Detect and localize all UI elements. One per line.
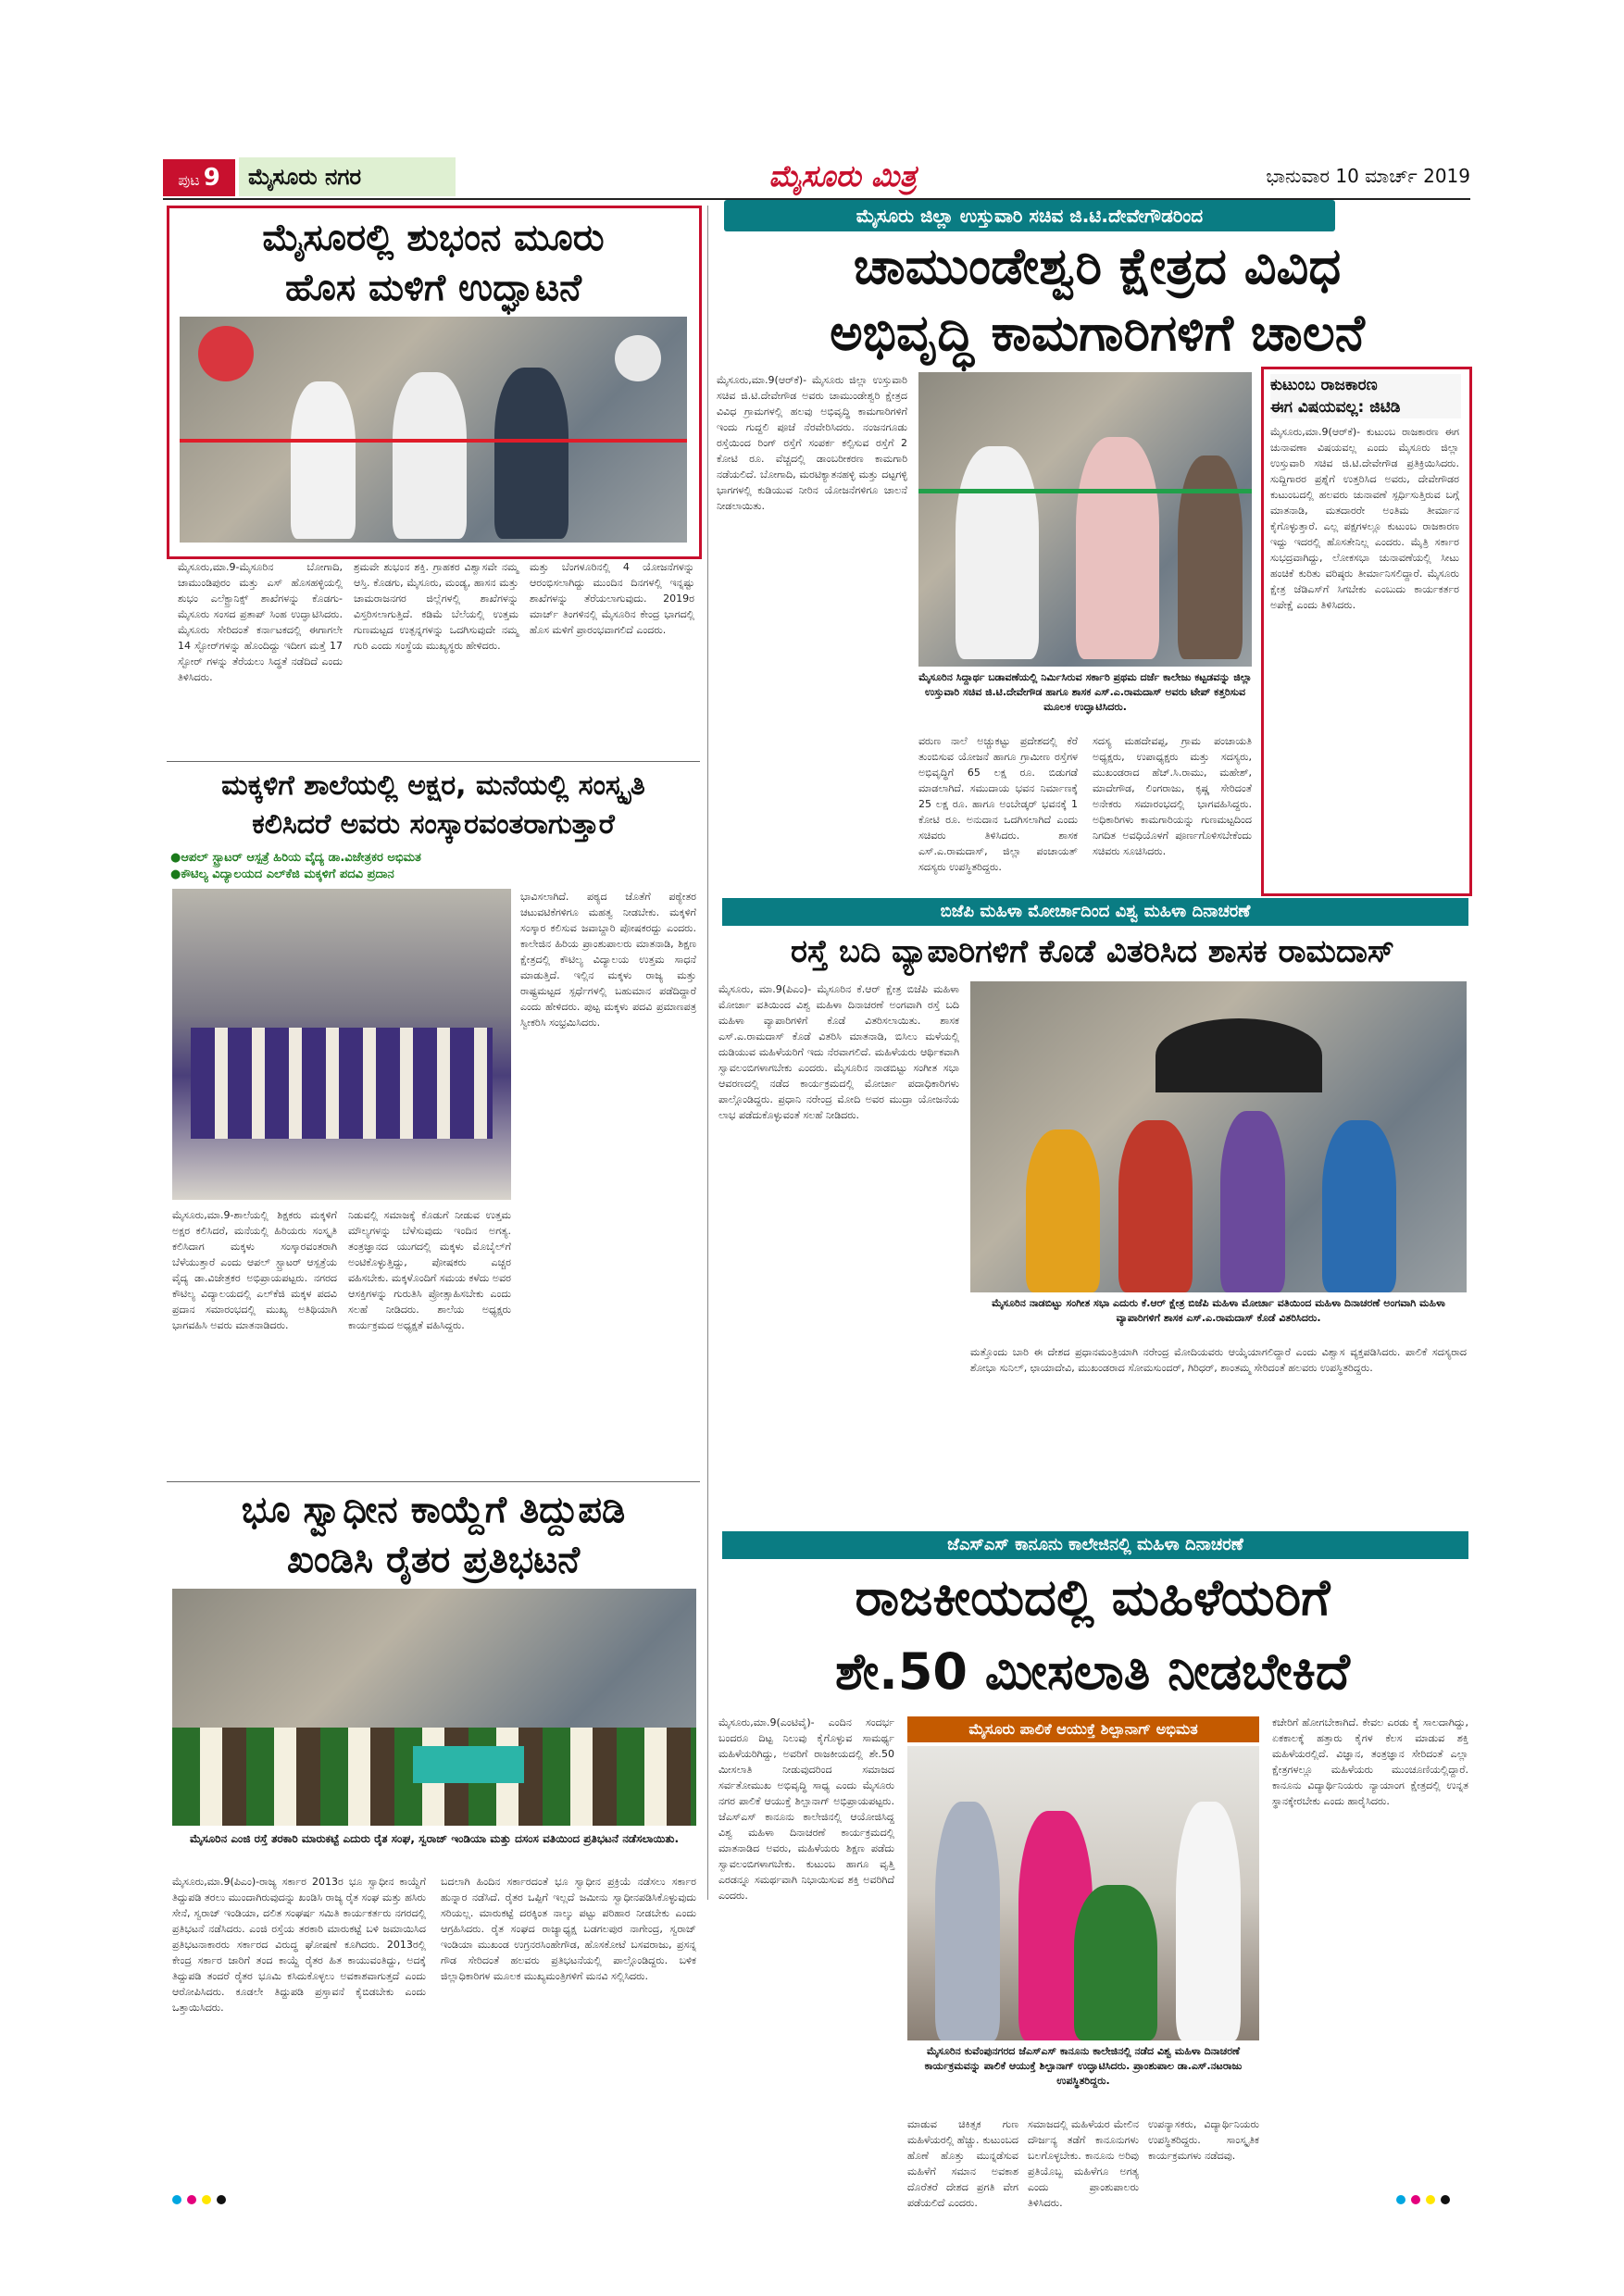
story4-headline: ರಸ್ತೆ ಬದಿ ವ್ಯಾಪಾರಿಗಳಿಗೆ ಕೊಡೆ ವಿತರಿಸಿದ ಶಾಸಕ ರಾಮದಾಸ್	[791, 933, 1394, 970]
story3-col-right: ಭಾವಿಸಲಾಗಿದೆ. ಪಠ್ಯದ ಜೊತೆಗೆ ಪಠ್ಯೇತರ ಚಟುವಟಿಕೆಗಳಿಗೂ ಮಹತ್ವ ನೀಡಬೇಕು. ಮಕ್ಕಳಿಗೆ ಸಂಸ್ಕಾರ ಕಲಿಸುವ ಜವಾಬ್ದಾರಿ ಪೋಷಕರದ್ದು ಎಂದರು. ಕಾಲೇಜಿನ ಹಿರಿಯ ಪ್ರಾಂಶುಪಾಲರು ಮಾತನಾಡಿ, ಶಿಕ್ಷಣ ಕ್ಷೇತ್ರದಲ್ಲಿ ಕೌಟಿಲ್ಯ ವಿದ್ಯಾಲಯ ಉತ್ತಮ ಸಾಧನೆ ಮಾಡುತ್ತಿದೆ. ಇಲ್ಲಿನ ಮಕ್ಕಳು ರಾಜ್ಯ ಮತ್ತು ರಾಷ್ಟ್ರಮಟ್ಟದ ಸ್ಪರ್ಧೆಗಳಲ್ಲಿ ಬಹುಮಾನ ಪಡೆದಿದ್ದಾರೆ ಎಂದು ಹೇಳಿದರು. ಪುಟ್ಟ ಮಕ್ಕಳು ಪದವಿ ಪ್ರಮಾಣಪತ್ರ ಸ್ವೀಕರಿಸಿ ಸಂಭ್ರಮಿಸಿದರು.	[520, 891, 696, 1029]
balloon-icon	[198, 326, 254, 381]
page-number: 9	[203, 164, 220, 192]
reg-dot	[1411, 2195, 1420, 2204]
story6-caption: ಮೈಸೂರಿನ ಕುವೆಂಪುನಗರದ ಜೆಎಸ್‌ಎಸ್ ಕಾನೂನು ಕಾಲೇಜಿನಲ್ಲಿ ನಡೆದ ವಿಶ್ವ ಮಹಿಳಾ ದಿನಾಚರಣೆ ಕಾರ್ಯಕ್ರಮವನ್ನು ಪಾಲಿಕೆ ಆಯುಕ್ತೆ ಶಿಲ್ಪಾನಾಗ್ ಉದ್ಘಾಟಿಸಿದರು. ಪ್ರಾಂಶುಪಾಲ ಡಾ.ಎಸ್.ನಟರಾಜು ಉಪಸ್ಥಿತರಿದ್ದರು.	[924, 2045, 1243, 2087]
person-figure	[1322, 1120, 1396, 1292]
person-figure	[1074, 1885, 1157, 2040]
story2-col-left: ಮೈಸೂರು,ಮಾ.9(ಆರ್‌ಕೆ)- ಮೈಸೂರು ಜಿಲ್ಲಾ ಉಸ್ತುವಾರಿ ಸಚಿವ ಜಿ.ಟಿ.ದೇವೇಗೌಡ ಅವರು ಚಾಮುಂಡೇಶ್ವರಿ ಕ್ಷೇತ್ರದ ವಿವಿಧ ಗ್ರಾಮಗಳಲ್ಲಿ ಹಲವು ಅಭಿವೃದ್ಧಿ ಕಾಮಗಾರಿಗಳಿಗೆ ಇಂದು ಗುದ್ದಲಿ ಪೂಜೆ ನೆರವೇರಿಸಿದರು. ನಂಜನಗೂಡು ರಸ್ತೆಯಿಂದ ರಿಂಗ್ ರಸ್ತೆಗೆ ಸಂಪರ್ಕ ಕಲ್ಪಿಸುವ ರಸ್ತೆಗೆ 2 ಕೋಟಿ ರೂ. ವೆಚ್ಚದಲ್ಲಿ ಡಾಂಬರೀಕರಣ ಕಾಮಗಾರಿ ನಡೆಯಲಿದೆ. ಬೋಗಾದಿ, ಮರಟಿಕ್ಯಾತನಹಳ್ಳಿ ಮತ್ತು ದಟ್ಟಗಳ್ಳಿ ಭಾಗಗಳಲ್ಲಿ ಕುಡಿಯುವ ನೀರಿನ ಯೋಜನೆಗಳಿಗೂ ಚಾಲನೆ ನೀಡಲಾಯಿತು.	[717, 374, 907, 512]
story4-col-right: ಮತ್ತೊಂದು ಬಾರಿ ಈ ದೇಶದ ಪ್ರಧಾನಮಂತ್ರಿಯಾಗಿ ನರೇಂದ್ರ ಮೋದಿಯವರು ಆಯ್ಕೆಯಾಗಲಿದ್ದಾರೆ ಎಂದು ವಿಶ್ವಾಸ ವ್ಯಕ್ತಪಡಿಸಿದರು. ಪಾಲಿಕೆ ಸದಸ್ಯರಾದ ಶೋಭಾ ಸುನಿಲ್, ಛಾಯಾದೇವಿ, ಮುಖಂಡರಾದ ಸೋಮಸುಂದರ್, ಗಿರಿಧರ್, ಶಾಂತಮ್ಮ ಸೇರಿದಂತೆ ಹಲವರು ಉಪಸ್ಥಿತರಿದ್ದರು.	[970, 1346, 1467, 1374]
divider	[167, 1481, 700, 1482]
person-figure	[956, 446, 1039, 659]
story3-bullets	[170, 850, 689, 883]
divider	[167, 761, 700, 762]
story5-photo	[172, 1589, 696, 1826]
registration-marks-left	[172, 2190, 231, 2202]
person-figure	[291, 381, 356, 539]
story6-col-b2: ಸಮಾಜದಲ್ಲಿ ಮಹಿಳೆಯರ ಮೇಲಿನ ದೌರ್ಜನ್ಯ ತಡೆಗೆ ಕಾನೂನುಗಳು ಬಲಗೊಳ್ಳಬೇಕು. ಕಾನೂನು ಅರಿವು ಪ್ರತಿಯೊಬ್ಬ ಮಹಿಳೆಗೂ ಅಗತ್ಯ ಎಂದು ಪ್ರಾಂಶುಪಾಲರು ತಿಳಿಸಿದರು.	[1028, 2118, 1139, 2209]
reg-dot	[217, 2195, 226, 2204]
story6-headline	[713, 1561, 1472, 1709]
story2-photo	[918, 372, 1252, 667]
story3-col-bl: ಮೈಸೂರು,ಮಾ.9-ಶಾಲೆಯಲ್ಲಿ ಶಿಕ್ಷಕರು ಮಕ್ಕಳಿಗೆ ಅಕ್ಷರ ಕಲಿಸಿದರೆ, ಮನೆಯಲ್ಲಿ ಹಿರಿಯರು ಸಂಸ್ಕೃತಿ ಕಲಿಸಿದಾಗ ಮಕ್ಕಳು ಸಂಸ್ಕಾರವಂತರಾಗಿ ಬೆಳೆಯುತ್ತಾರೆ ಎಂದು ಆಪಲ್ ಸ್ಟ್ರಾಟರ್ ಆಸ್ಪತ್ರೆಯ ವೈದ್ಯ ಡಾ.ವಿಜೇತ್ರಕರ ಅಭಿಪ್ರಾಯಪಟ್ಟರು. ನಗರದ ಕೌಟಿಲ್ಯ ವಿದ್ಯಾಲಯದಲ್ಲಿ ಎಲ್‌ಕೆಜಿ ಮಕ್ಕಳ ಪದವಿ ಪ್ರದಾನ ಸಮಾರಂಭದಲ್ಲಿ ಮುಖ್ಯ ಅತಿಥಿಯಾಗಿ ಭಾಗವಹಿಸಿ ಅವರು ಮಾತನಾಡಿದರು.	[172, 1209, 337, 1331]
story6-col-left: ಮೈಸೂರು,ಮಾ.9(ಎಂಟಿವೈ)- ಎಂದಿನ ಸಂದರ್ಭ ಬಂದರೂ ದಿಟ್ಟ ನಿಲುವು ಕೈಗೊಳ್ಳುವ ಸಾಮರ್ಥ್ಯ ಮಹಿಳೆಯರಿಗಿದ್ದು, ಅವರಿಗೆ ರಾಜಕೀಯದಲ್ಲಿ ಶೇ.50 ಮೀಸಲಾತಿ ನೀಡುವುದರಿಂದ ಸಮಾಜದ ಸರ್ವತೋಮುಖ ಅಭಿವೃದ್ಧಿ ಸಾಧ್ಯ ಎಂದು ಮೈಸೂರು ನಗರ ಪಾಲಿಕೆ ಆಯುಕ್ತೆ ಶಿಲ್ಪಾನಾಗ್ ಅಭಿಪ್ರಾಯಪಟ್ಟರು. ಜೆಎಸ್‌ಎಸ್ ಕಾನೂನು ಕಾಲೇಜಿನಲ್ಲಿ ಆಯೋಜಿಸಿದ್ದ ವಿಶ್ವ ಮಹಿಳಾ ದಿನಾಚರಣೆ ಕಾರ್ಯಕ್ರಮದಲ್ಲಿ ಮಾತನಾಡಿದ ಅವರು, ಮಹಿಳೆಯರು ಶಿಕ್ಷಣ ಪಡೆದು ಸ್ವಾವಲಂಬಿಗಳಾಗಬೇಕು. ಕುಟುಂಬ ಹಾಗೂ ವೃತ್ತಿ ಎರಡನ್ನೂ ಸಮರ್ಥವಾಗಿ ನಿಭಾಯಿಸುವ ಶಕ್ತಿ ಅವರಿಗಿದೆ ಎಂದರು.	[718, 1716, 894, 1902]
story3-headline-line1: ಮಕ್ಕಳಿಗೆ ಶಾಲೆಯಲ್ಲಿ ಅಕ್ಷರ, ಮನೆಯಲ್ಲಿ ಸಂಸ್ಕೃತಿ	[221, 769, 645, 802]
story4-caption: ಮೈಸೂರಿನ ನಾಡಬಿಟ್ಟು ಸಂಗೀತ ಸಭಾ ಎದುರು ಕೆ.ಆರ್ ಕ್ಷೇತ್ರ ಬಿಜೆಪಿ ಮಹಿಳಾ ಮೋರ್ಚಾ ವತಿಯಿಂದ ಮಹಿಳಾ ದಿನಾಚರಣೆ ಅಂಗವಾಗಿ ಮಹಿಳಾ ವ್ಯಾಪಾರಿಗಳಿಗೆ ಶಾಸಕ ಎಸ್.ಎ.ರಾಮದಾಸ್ ಕೊಡೆ ವಿತರಿಸಿದರು.	[992, 1297, 1445, 1324]
sidebar-headline-line1: ಕುಟುಂಬ ರಾಜಕಾರಣ	[1270, 376, 1378, 394]
person-figure	[1220, 1111, 1285, 1292]
story3-headline-line2: ಕಲಿಸಿದರೆ ಅವರು ಸಂಸ್ಕಾರವಂತರಾಗುತ್ತಾರೆ	[252, 808, 615, 841]
story6-col-right: ಕಚೇರಿಗೆ ಹೋಗಬೇಕಾಗಿದೆ. ಕೇವಲ ಎರಡು ಕೈ ಸಾಲದಾಗಿದ್ದು, ಏಕಕಾಲಕ್ಕೆ ಹತ್ತಾರು ಕೈಗಳ ಕೆಲಸ ಮಾಡುವ ಶಕ್ತಿ ಮಹಿಳೆಯರಲ್ಲಿದೆ. ವಿಜ್ಞಾನ, ತಂತ್ರಜ್ಞಾನ ಸೇರಿದಂತೆ ಎಲ್ಲಾ ಕ್ಷೇತ್ರಗಳಲ್ಲೂ ಮಹಿಳೆಯರು ಮುಂಚೂಣಿಯಲ್ಲಿದ್ದಾರೆ. ಕಾನೂನು ವಿದ್ಯಾರ್ಥಿನಿಯರು ನ್ಯಾಯಾಂಗ ಕ್ಷೇತ್ರದಲ್ಲಿ ಉನ್ನತ ಸ್ಥಾನಕ್ಕೇರಬೇಕು ಎಂದು ಹಾರೈಸಿದರು.	[1272, 1716, 1468, 1807]
balloon-icon	[615, 335, 661, 381]
story1-col3: ಮತ್ತು ಬೆಂಗಳೂರಿನಲ್ಲಿ 4 ಯೋಜನೆಗಳನ್ನು ಆರಂಭಿಸಲಾಗಿದ್ದು ಮುಂದಿನ ದಿನಗಳಲ್ಲಿ ಇನ್ನಷ್ಟು ಶಾಖೆಗಳನ್ನು ತೆರೆಯಲಾಗುವುದು. 2019ರ ಮಾರ್ಚ್ ತಿಂಗಳಿನಲ್ಲಿ ಮೈಸೂರಿನ ಕೇಂದ್ರ ಭಾಗದಲ್ಲಿ ಹೊಸ ಮಳಿಗೆ ಪ್ರಾರಂಭವಾಗಲಿದೆ ಎಂದರು.	[530, 561, 694, 636]
story2-headline-line1: ಚಾಮುಂಡೇಶ್ವರಿ ಕ್ಷೇತ್ರದ ವಿವಿಧ	[853, 237, 1342, 295]
story1-photo	[180, 317, 687, 543]
graduates-group	[191, 1028, 493, 1139]
story2-caption: ಮೈಸೂರಿನ ಸಿದ್ದಾರ್ಥ ಬಡಾವಣೆಯಲ್ಲಿ ನಿರ್ಮಿಸಿರುವ ಸರ್ಕಾರಿ ಪ್ರಥಮ ದರ್ಜೆ ಕಾಲೇಜು ಕಟ್ಟಡವನ್ನು ಜಿಲ್ಲಾ ಉಸ್ತುವಾರಿ ಸಚಿವ ಜಿ.ಟಿ.ದೇವೇಗೌಡ ಹಾಗೂ ಶಾಸಕ ಎಸ್.ಎ.ರಾಮದಾಸ್ ಅವರು ಟೇಪ್ ಕತ್ತರಿಸುವ ಮೂಲಕ ಉದ್ಘಾಟಿಸಿದರು.	[918, 671, 1252, 713]
story3-col-br: ನಿಡುವಲ್ಲಿ ಸಮಾಜಕ್ಕೆ ಕೊಡುಗೆ ನೀಡುವ ಉತ್ತಮ ಮೌಲ್ಯಗಳನ್ನು ಬೆಳೆಸುವುದು ಇಂದಿನ ಅಗತ್ಯ. ತಂತ್ರಜ್ಞಾನದ ಯುಗದಲ್ಲಿ ಮಕ್ಕಳು ಮೊಬೈಲ್‌ಗೆ ಅಂಟಿಕೊಳ್ಳುತ್ತಿದ್ದು, ಪೋಷಕರು ಎಚ್ಚರ ವಹಿಸಬೇಕು. ಮಕ್ಕಳೊಂದಿಗೆ ಸಮಯ ಕಳೆದು ಅವರ ಆಸಕ್ತಿಗಳನ್ನು ಗುರುತಿಸಿ ಪ್ರೋತ್ಸಾಹಿಸಬೇಕು ಎಂದು ಸಲಹೆ ನೀಡಿದರು. ಶಾಲೆಯ ಅಧ್ಯಕ್ಷರು ಕಾರ್ಯಕ್ರಮದ ಅಧ್ಯಕ್ಷತೆ ವಹಿಸಿದ್ದರು.	[348, 1209, 511, 1331]
column-divider	[707, 206, 708, 1900]
sidebar-headline-line2: ಈಗ ವಿಷಯವಲ್ಲ: ಜಿಟಿಡಿ	[1270, 398, 1401, 417]
reg-dot	[187, 2195, 196, 2204]
person-figure	[1026, 1129, 1100, 1292]
registration-marks-right	[1396, 2190, 1455, 2202]
masthead-logo: ಮೈಸೂರು ಮಿತ್ರ	[768, 158, 917, 193]
person-figure	[1118, 1120, 1193, 1292]
story2-headline-line2: ಅಭಿವೃದ್ಧಿ ಕಾಮಗಾರಿಗಳಿಗೆ ಚಾಲನೆ	[830, 304, 1365, 362]
story6-kicker: ಜೆಎಸ್‌ಎಸ್ ಕಾನೂನು ಕಾಲೇಜಿನಲ್ಲಿ ಮಹಿಳಾ ದಿನಾಚರಣೆ	[722, 1531, 1468, 1559]
sidebar-body: ಮೈಸೂರು,ಮಾ.9(ಆರ್‌ಕೆ)- ಕುಟುಂಬ ರಾಜಕಾರಣ ಈಗ ಚುನಾವಣಾ ವಿಷಯವಲ್ಲ ಎಂದು ಮೈಸೂರು ಜಿಲ್ಲಾ ಉಸ್ತುವಾರಿ ಸಚಿವ ಜಿ.ಟಿ.ದೇವೇಗೌಡ ಪ್ರತಿಕ್ರಿಯಿಸಿದರು. ಸುದ್ದಿಗಾರರ ಪ್ರಶ್ನೆಗೆ ಉತ್ತರಿಸಿದ ಅವರು, ದೇವೇಗೌಡರ ಕುಟುಂಬದಲ್ಲಿ ಹಲವರು ಚುನಾವಣೆ ಸ್ಪರ್ಧಿಸುತ್ತಿರುವ ಬಗ್ಗೆ ಮಾತನಾಡಿ, ಮತದಾರರೇ ಅಂತಿಮ ತೀರ್ಮಾನ ಕೈಗೊಳ್ಳುತ್ತಾರೆ. ಎಲ್ಲ ಪಕ್ಷಗಳಲ್ಲೂ ಕುಟುಂಬ ರಾಜಕಾರಣ ಇದ್ದು ಇದರಲ್ಲಿ ಹೊಸತೇನಿಲ್ಲ ಎಂದರು. ಮೈತ್ರಿ ಸರ್ಕಾರ ಸುಭದ್ರವಾಗಿದ್ದು, ಲೋಕಸಭಾ ಚುನಾವಣೆಯಲ್ಲಿ ಸೀಟು ಹಂಚಿಕೆ ಕುರಿತು ವರಿಷ್ಠರು ತೀರ್ಮಾನಿಸಲಿದ್ದಾರೆ. ಮೈಸೂರು ಕ್ಷೇತ್ರ ಜೆಡಿಎಸ್‌ಗೆ ಸಿಗಬೇಕು ಎಂಬುದು ಕಾರ್ಯಕರ್ತರ ಅಪೇಕ್ಷೆ ಎಂದು ತಿಳಿಸಿದರು.	[1270, 426, 1459, 611]
person-figure	[393, 372, 467, 539]
person-figure	[1176, 1802, 1241, 2040]
story5-headline	[167, 1485, 700, 1585]
ribbon	[918, 489, 1252, 493]
story1-col2: ಶ್ರಮವೇ ಶುಭಂನ ಶಕ್ತಿ. ಗ್ರಾಹಕರ ವಿಶ್ವಾಸವೇ ನಮ್ಮ ಆಸ್ತಿ. ಕೊಡಗು, ಮೈಸೂರು, ಮಂಡ್ಯ, ಹಾಸನ ಮತ್ತು ಚಾಮರಾಜನಗರ ಜಿಲ್ಲೆಗಳಲ್ಲಿ ಶಾಖೆಗಳನ್ನು ವಿಸ್ತರಿಸಲಾಗುತ್ತಿದೆ. ಕಡಿಮೆ ಬೆಲೆಯಲ್ಲಿ ಉತ್ತಮ ಗುಣಮಟ್ಟದ ಉತ್ಪನ್ನಗಳನ್ನು ಒದಗಿಸುವುದೇ ನಮ್ಮ ಗುರಿ ಎಂದು ಸಂಸ್ಥೆಯ ಮುಖ್ಯಸ್ಥರು ಹೇಳಿದರು.	[354, 561, 518, 652]
story1-headline-line2: ಹೊಸ ಮಳಿಗೆ ಉದ್ಘಾಟನೆ	[285, 267, 581, 309]
story6-col-b3: ಉಪನ್ಯಾಸಕರು, ವಿದ್ಯಾರ್ಥಿನಿಯರು ಉಪಸ್ಥಿತರಿದ್ದರು. ಸಾಂಸ್ಕೃತಿಕ ಕಾರ್ಯಕ್ರಮಗಳು ನಡೆದವು.	[1148, 2118, 1259, 2162]
story5-col-right: ಬದಲಾಗಿ ಹಿಂದಿನ ಸರ್ಕಾರದಂತೆ ಭೂ ಸ್ವಾಧೀನ ಪ್ರಕ್ರಿಯೆ ನಡೆಸಲು ಸರ್ಕಾರ ಹುನ್ನಾರ ನಡೆಸಿದೆ. ರೈತರ ಒಪ್ಪಿಗೆ ಇಲ್ಲದೆ ಜಮೀನು ಸ್ವಾಧೀನಪಡಿಸಿಕೊಳ್ಳುವುದು ಸರಿಯಲ್ಲ. ಮಾರುಕಟ್ಟೆ ದರಕ್ಕಿಂತ ನಾಲ್ಕು ಪಟ್ಟು ಪರಿಹಾರ ನೀಡಬೇಕು ಎಂದು ಆಗ್ರಹಿಸಿದರು. ರೈತ ಸಂಘದ ರಾಜ್ಯಾಧ್ಯಕ್ಷ ಬಡಗಲಪುರ ನಾಗೇಂದ್ರ, ಸ್ವರಾಜ್ ಇಂಡಿಯಾ ಮುಖಂಡ ಉಗ್ರನರಸಿಂಹೇಗೌಡ, ಹೊಸಕೋಟೆ ಬಸವರಾಜು, ಪ್ರಸನ್ನ ಗೌಡ ಸೇರಿದಂತೆ ಹಲವರು ಪ್ರತಿಭಟನೆಯಲ್ಲಿ ಪಾಲ್ಗೊಂಡಿದ್ದರು. ಬಳಿಕ ಜಿಲ್ಲಾಧಿಕಾರಿಗಳ ಮೂಲಕ ಮುಖ್ಯಮಂತ್ರಿಗಳಿಗೆ ಮನವಿ ಸಲ್ಲಿಸಿದರು.	[441, 1876, 696, 1982]
person-figure	[935, 1802, 1000, 2040]
story5-caption: ಮೈಸೂರಿನ ಎಂಜಿ ರಸ್ತೆ ತರಕಾರಿ ಮಾರುಕಟ್ಟೆ ಎದುರು ರೈತ ಸಂಘ, ಸ್ವರಾಜ್ ಇಂಡಿಯಾ ಮತ್ತು ದಸಂಸ ವತಿಯಿಂದ ಪ್ರತಿಭಟನೆ ನಡೆಸಲಾಯಿತು.	[189, 1832, 680, 1845]
person-figure	[1178, 455, 1243, 659]
story2-col-mid: ವರುಣ ನಾಲೆ ಅಚ್ಚುಕಟ್ಟು ಪ್ರದೇಶದಲ್ಲಿ ಕೆರೆ ತುಂಬಿಸುವ ಯೋಜನೆ ಹಾಗೂ ಗ್ರಾಮೀಣ ರಸ್ತೆಗಳ ಅಭಿವೃದ್ಧಿಗೆ 65 ಲಕ್ಷ ರೂ. ಬಿಡುಗಡೆ ಮಾಡಲಾಗಿದೆ. ಸಮುದಾಯ ಭವನ ನಿರ್ಮಾಣಕ್ಕೆ 25 ಲಕ್ಷ ರೂ. ಹಾಗೂ ಅಂಬೇಡ್ಕರ್ ಭವನಕ್ಕೆ 1 ಕೋಟಿ ರೂ. ಅನುದಾನ ಒದಗಿಸಲಾಗಿದೆ ಎಂದು ಸಚಿವರು ತಿಳಿಸಿದರು. ಶಾಸಕ ಎಸ್.ಎ.ರಾಮದಾಸ್, ಜಿಲ್ಲಾ ಪಂಚಾಯತ್ ಸದಸ್ಯರು ಉಪಸ್ಥಿತರಿದ್ದರು.	[918, 735, 1078, 873]
story1-col1: ಮೈಸೂರು,ಮಾ.9-ಮೈಸೂರಿನ ಬೋಗಾದಿ, ಚಾಮುಂಡಿಪುರಂ ಮತ್ತು ಎಸ್ ಹೊಸಹಳ್ಳಿಯಲ್ಲಿ ಶುಭಂ ಎಲೆಕ್ಟ್ರಾನಿಕ್ಸ್ ಶಾಖೆಗಳನ್ನು ಕೊಡಗು-ಮೈಸೂರು ಸಂಸದ ಪ್ರತಾಪ್ ಸಿಂಹ ಉದ್ಘಾಟಿಸಿದರು. ಮೈಸೂರು ಸೇರಿದಂತೆ ಕರ್ನಾಟಕದಲ್ಲಿ ಈಗಾಗಲೇ 14 ಸ್ಟೋರ್‌ಗಳನ್ನು ಹೊಂದಿದ್ದು ಇದೀಗ ಮತ್ತೆ 17 ಸ್ಟೋರ್ ಗಳನ್ನು ತೆರೆಯಲು ಸಿದ್ಧತೆ ನಡೆದಿದೆ ಎಂದು ತಿಳಿಸಿದರು.	[178, 561, 343, 683]
section-title: ಮೈಸೂರು ನಗರ	[239, 157, 456, 196]
story1-headline	[176, 213, 691, 313]
reg-dot	[1426, 2195, 1435, 2204]
story3-bullet1: ●ಆಪಲ್ ಸ್ಟ್ರಾಟರ್ ಆಸ್ಪತ್ರೆ ಹಿರಿಯ ವೈದ್ಯ ಡಾ.ವಿಜೇತ್ರಕರ ಅಭಿಮತ	[170, 851, 421, 865]
story6-col-b1: ಮಾಡುವ ಚಿಕಿತ್ಸಕ ಗುಣ ಮಹಿಳೆಯರಲ್ಲಿ ಹೆಚ್ಚು. ಕುಟುಂಬದ ಹೊಣೆ ಹೊತ್ತು ಮುನ್ನಡೆಸುವ ಮಹಿಳೆಗೆ ಸಮಾನ ಅವಕಾಶ ದೊರೆತರೆ ದೇಶದ ಪ್ರಗತಿ ವೇಗ ಪಡೆಯಲಿದೆ ಎಂದರು.	[907, 2118, 1018, 2209]
person-figure	[1076, 437, 1159, 659]
page-number-badge	[163, 159, 235, 196]
story3-bullet2: ●ಕೌಟಿಲ್ಯ ವಿದ್ಯಾಲಯದ ಎಲ್‌ಕೆಜಿ ಮಕ್ಕಳಿಗೆ ಪದವಿ ಪ್ರದಾನ	[170, 867, 394, 881]
reg-dot	[172, 2195, 181, 2204]
story4-kicker: ಬಿಜೆಪಿ ಮಹಿಳಾ ಮೋರ್ಚಾದಿಂದ ವಿಶ್ವ ಮಹಿಳಾ ದಿನಾಚರಣೆ	[722, 898, 1468, 926]
story6-headline-line2: ಶೇ.50 ಮೀಸಲಾತಿ ನೀಡಬೇಕಿದೆ	[835, 1642, 1350, 1701]
story6-tag: ಮೈಸೂರು ಪಾಲಿಕೆ ಆಯುಕ್ತೆ ಶಿಲ್ಪಾನಾಗ್ ಅಭಿಮತ	[907, 1716, 1259, 1742]
story6-headline-line1: ರಾಜಕೀಯದಲ್ಲಿ ಮಹಿಳೆಯರಿಗೆ	[855, 1568, 1330, 1627]
story2-col-right: ಸದಸ್ಯ ಮಹದೇವಪ್ಪ, ಗ್ರಾಮ ಪಂಚಾಯತಿ ಅಧ್ಯಕ್ಷರು, ಉಪಾಧ್ಯಕ್ಷರು ಮತ್ತು ಸದಸ್ಯರು, ಮುಖಂಡರಾದ ಹೆಚ್.ಸಿ.ರಾಮು, ಮಹೇಶ್, ಮಾದೇಗೌಡ, ಲಿಂಗರಾಜು, ಕೃಷ್ಣ ಸೇರಿದಂತೆ ಅನೇಕರು ಸಮಾರಂಭದಲ್ಲಿ ಭಾಗವಹಿಸಿದ್ದರು. ಅಧಿಕಾರಿಗಳು ಕಾಮಗಾರಿಯನ್ನು ಗುಣಮಟ್ಟದಿಂದ ನಿಗದಿತ ಅವಧಿಯೊಳಗೆ ಪೂರ್ಣಗೊಳಿಸಬೇಕೆಂದು ಸಚಿವರು ಸೂಚಿಸಿದರು.	[1093, 735, 1252, 857]
issue-date: ಭಾನುವಾರ 10 ಮಾರ್ಚ್ 2019	[1266, 165, 1470, 187]
story5-headline-line2: ಖಂಡಿಸಿ ರೈತರ ಪ್ರತಿಭಟನೆ	[286, 1539, 581, 1581]
reg-dot	[1396, 2195, 1405, 2204]
story4-col-left: ಮೈಸೂರು, ಮಾ.9(ಪಿಎಂ)- ಮೈಸೂರಿನ ಕೆ.ಆರ್ ಕ್ಷೇತ್ರ ಬಿಜೆಪಿ ಮಹಿಳಾ ಮೋರ್ಚಾ ವತಿಯಿಂದ ವಿಶ್ವ ಮಹಿಳಾ ದಿನಾಚರಣೆ ಅಂಗವಾಗಿ ರಸ್ತೆ ಬದಿ ಮಹಿಳಾ ವ್ಯಾಪಾರಿಗಳಿಗೆ ಕೊಡೆ ವಿತರಿಸಲಾಯಿತು. ಶಾಸಕ ಎಸ್.ಎ.ರಾಮದಾಸ್ ಕೊಡೆ ವಿತರಿಸಿ ಮಾತನಾಡಿ, ಬಿಸಿಲು ಮಳೆಯಲ್ಲಿ ದುಡಿಯುವ ಮಹಿಳೆಯರಿಗೆ ಇದು ನೆರವಾಗಲಿದೆ. ಮಹಿಳೆಯರು ಆರ್ಥಿಕವಾಗಿ ಸ್ವಾವಲಂಬಿಗಳಾಗಬೇಕು ಎಂದರು. ಮೈಸೂರಿನ ನಾಡಬಿಟ್ಟು ಸಂಗೀತ ಸಭಾ ಆವರಣದಲ್ಲಿ ನಡೆದ ಕಾರ್ಯಕ್ರಮದಲ್ಲಿ ಮೋರ್ಚಾ ಪದಾಧಿಕಾರಿಗಳು ಪಾಲ್ಗೊಂಡಿದ್ದರು. ಪ್ರಧಾನಿ ನರೇಂದ್ರ ಮೋದಿ ಅವರ ಮುದ್ರಾ ಯೋಜನೆಯ ಲಾಭ ಪಡೆದುಕೊಳ್ಳುವಂತೆ ಸಲಹೆ ನೀಡಿದರು.	[718, 983, 959, 1121]
page-label: ಪುಟ	[178, 171, 200, 189]
reg-dot	[1441, 2195, 1450, 2204]
ribbon	[180, 439, 687, 443]
reg-dot	[202, 2195, 211, 2204]
story5-headline-line1: ಭೂ ಸ್ವಾಧೀನ ಕಾಯ್ದೆಗೆ ತಿದ್ದುಪಡಿ	[241, 1489, 626, 1531]
story3-headline	[167, 767, 700, 844]
story4-photo	[970, 981, 1467, 1292]
protest-banner	[413, 1746, 524, 1783]
story3-photo	[172, 889, 511, 1200]
story6-photo	[907, 1746, 1259, 2040]
story1-headline-line1: ಮೈಸೂರಲ್ಲಿ ಶುಭಂನ ಮೂರು	[262, 217, 605, 259]
sidebar-headline	[1270, 374, 1461, 418]
story2-kicker: ಮೈಸೂರು ಜಿಲ್ಲಾ ಉಸ್ತುವಾರಿ ಸಚಿವ ಜಿ.ಟಿ.ದೇವೇಗೌಡರಿಂದ	[724, 200, 1335, 231]
person-figure	[494, 368, 568, 539]
story2-headline	[713, 233, 1481, 367]
story5-col-left: ಮೈಸೂರು,ಮಾ.9(ಪಿಎಂ)-ರಾಜ್ಯ ಸರ್ಕಾರ 2013ರ ಭೂ ಸ್ವಾಧೀನ ಕಾಯ್ದೆಗೆ ತಿದ್ದುಪಡಿ ತರಲು ಮುಂದಾಗಿರುವುದನ್ನು ಖಂಡಿಸಿ ರಾಜ್ಯ ರೈತ ಸಂಘ ಮತ್ತು ಹಸಿರು ಸೇನೆ, ಸ್ವರಾಜ್ ಇಂಡಿಯಾ, ದಲಿತ ಸಂಘರ್ಷ ಸಮಿತಿ ಕಾರ್ಯಕರ್ತರು ನಗರದಲ್ಲಿ ಪ್ರತಿಭಟನೆ ನಡೆಸಿದರು. ಎಂಜಿ ರಸ್ತೆಯ ತರಕಾರಿ ಮಾರುಕಟ್ಟೆ ಬಳಿ ಜಮಾಯಿಸಿದ ಪ್ರತಿಭಟನಾಕಾರರು ಸರ್ಕಾರದ ವಿರುದ್ಧ ಘೋಷಣೆ ಕೂಗಿದರು. 2013ರಲ್ಲಿ ಕೇಂದ್ರ ಸರ್ಕಾರ ಜಾರಿಗೆ ತಂದ ಕಾಯ್ದೆ ರೈತರ ಹಿತ ಕಾಯುವಂತಿದ್ದು, ಅದಕ್ಕೆ ತಿದ್ದುಪಡಿ ತಂದರೆ ರೈತರ ಭೂಮಿ ಕಸಿದುಕೊಳ್ಳಲು ಅವಕಾಶವಾಗುತ್ತದೆ ಎಂದು ಆರೋಪಿಸಿದರು. ಕೂಡಲೇ ತಿದ್ದುಪಡಿ ಪ್ರಸ್ತಾವನೆ ಕೈಬಿಡಬೇಕು ಎಂದು ಒತ್ತಾಯಿಸಿದರು.	[172, 1876, 426, 2014]
umbrella-icon	[1156, 1018, 1322, 1092]
